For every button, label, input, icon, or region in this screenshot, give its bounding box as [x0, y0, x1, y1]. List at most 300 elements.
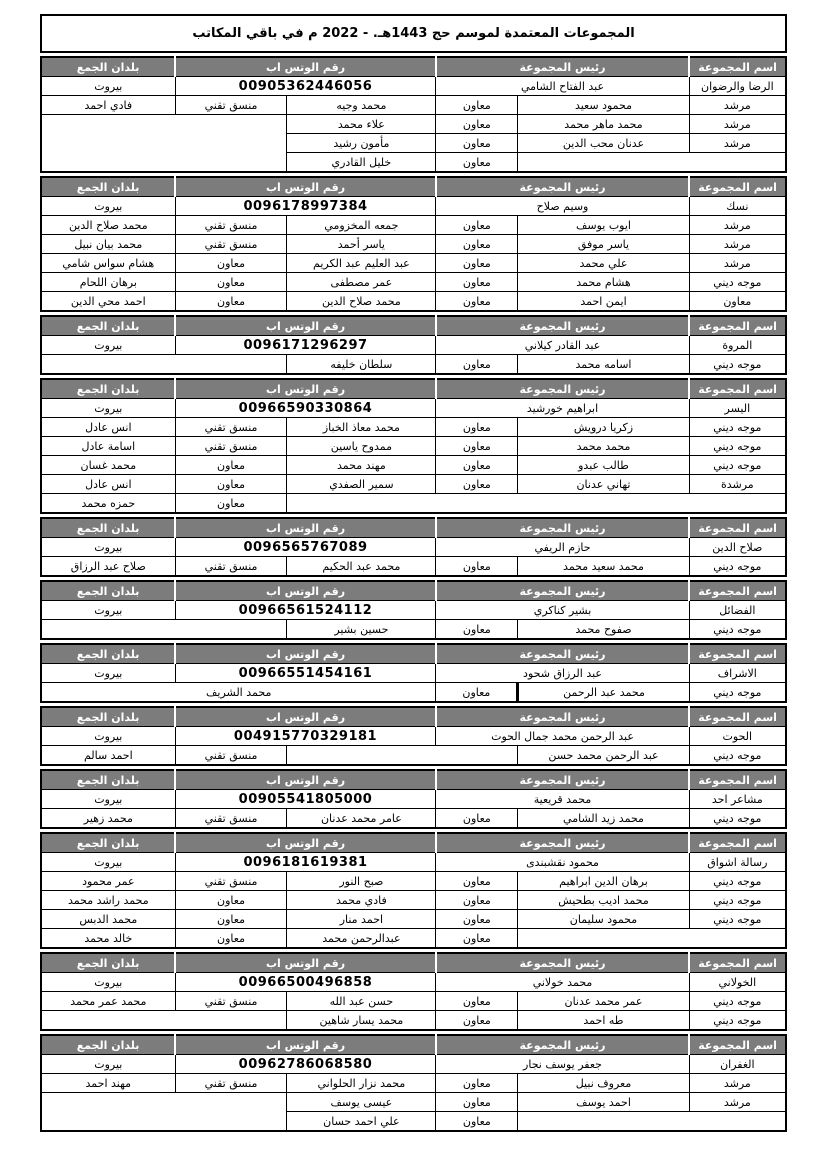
table-row: [41, 910, 786, 929]
leader-cell: محمد خولاني: [436, 973, 689, 992]
column-header-leader: رئيس المجموعة: [436, 770, 689, 790]
group-name-cell: الخولاني: [689, 973, 786, 992]
column-header-leader: رئيس المجموعة: [436, 518, 689, 538]
country-cell: بيروت: [41, 727, 175, 746]
member-cell: طالب عبدو: [518, 456, 689, 475]
country-cell: بيروت: [41, 601, 175, 620]
column-header-leader: رئيس المجموعة: [436, 707, 689, 727]
member-cell: محمد الدبس: [41, 910, 175, 929]
member-cell: محمد نزار الحلواني: [287, 1074, 436, 1093]
member-cell: زكريا درويش: [518, 418, 689, 437]
member-cell: محمد ماهر محمد: [518, 115, 689, 134]
column-header-group-name: اسم المجموعة: [689, 707, 786, 727]
member-cell: محمد زيد الشامي: [518, 809, 689, 829]
member-cell: سمير الصفدي: [287, 475, 436, 494]
column-header-leader: رئيس المجموعة: [436, 57, 689, 77]
member-cell: عبد العليم عبد الكريم: [287, 254, 436, 273]
member-cell: موجه ديني: [689, 620, 786, 640]
member-cell: صبح النور: [287, 872, 436, 891]
group-info-row: [41, 77, 786, 96]
member-cell: معاون: [175, 273, 287, 292]
member-cell: محمد اديب بطحيش: [518, 891, 689, 910]
member-cell: موجه ديني: [689, 809, 786, 829]
empty-cell: [518, 153, 786, 173]
member-cell: معروف نبيل: [518, 1074, 689, 1093]
group-info-row: [41, 664, 786, 683]
table-row: [41, 746, 786, 766]
member-cell: مرشد: [689, 115, 786, 134]
leader-cell: ابراهيم خورشيد: [436, 399, 689, 418]
whatsapp-number-cell: 0096565767089: [175, 538, 436, 557]
whatsapp-number-cell: 00962786068580: [175, 1055, 436, 1074]
member-cell: برهان اللحام: [41, 273, 175, 292]
member-cell: عبدالرحمن محمد: [287, 929, 436, 949]
member-cell: مرشد: [689, 235, 786, 254]
member-cell: احمد يوسف: [518, 1093, 689, 1112]
group-info-row: [41, 973, 786, 992]
group-info-row: [41, 853, 786, 872]
member-cell: محمد معاذ الخباز: [287, 418, 436, 437]
member-cell: عامر محمد عدنان: [287, 809, 436, 829]
table-row: [41, 809, 786, 829]
group-info-row: [41, 197, 786, 216]
column-header-countries: بلدان الجمع: [41, 953, 175, 973]
member-cell: مهند محمد: [287, 456, 436, 475]
group-name-cell: صلاح الدين: [689, 538, 786, 557]
whatsapp-number-cell: 00905362446056: [175, 77, 436, 96]
member-cell: تهاني عدنان: [518, 475, 689, 494]
group-table: [40, 56, 787, 173]
member-cell: علي محمد: [518, 254, 689, 273]
member-cell: منسق تقني: [175, 809, 287, 829]
leader-cell: جعفر يوسف نجار: [436, 1055, 689, 1074]
group-header-row: [41, 644, 786, 664]
group-table: [40, 706, 787, 766]
group-name-cell: الحوت: [689, 727, 786, 746]
country-cell: بيروت: [41, 538, 175, 557]
member-cell: ايوب يوسف: [518, 216, 689, 235]
empty-cell: [287, 746, 518, 766]
country-cell: بيروت: [41, 1055, 175, 1074]
table-row: [41, 235, 786, 254]
column-header-group-name: اسم المجموعة: [689, 953, 786, 973]
member-cell: منسق تقني: [175, 1074, 287, 1093]
member-cell: منسق تقني: [175, 746, 287, 766]
table-row: [41, 494, 786, 514]
member-cell: محمد بيان نبيل: [41, 235, 175, 254]
member-cell: منسق تقني: [175, 235, 287, 254]
column-header-countries: بلدان الجمع: [41, 833, 175, 853]
member-cell: معاون: [436, 235, 518, 254]
member-cell: محمود سليمان: [518, 910, 689, 929]
group-table: [40, 517, 787, 577]
column-header-group-name: اسم المجموعة: [689, 833, 786, 853]
group-info-row: [41, 727, 786, 746]
member-cell: موجه ديني: [689, 992, 786, 1011]
column-header-countries: بلدان الجمع: [41, 770, 175, 790]
column-header-whatsapp: رقم الوتس اب: [175, 177, 436, 197]
member-cell: علاء محمد: [287, 115, 436, 134]
leader-cell: عبد القادر كيلاني: [436, 336, 689, 355]
column-header-whatsapp: رقم الوتس اب: [175, 379, 436, 399]
member-cell: محمود سعيد: [518, 96, 689, 115]
column-header-whatsapp: رقم الوتس اب: [175, 581, 436, 601]
column-header-whatsapp: رقم الوتس اب: [175, 707, 436, 727]
table-row: [41, 456, 786, 475]
member-cell: ياسر موفق: [518, 235, 689, 254]
member-cell: محمد الشريف: [41, 683, 436, 703]
column-header-leader: رئيس المجموعة: [436, 177, 689, 197]
column-header-countries: بلدان الجمع: [41, 581, 175, 601]
page-title: المجموعات المعتمدة لموسم حج 1443هـ. - 2022 م في باقي المكاتب: [40, 14, 787, 53]
column-header-countries: بلدان الجمع: [41, 518, 175, 538]
member-cell: مرشد: [689, 1093, 786, 1112]
whatsapp-number-cell: 00966561524112: [175, 601, 436, 620]
empty-cell: [41, 1093, 287, 1132]
group-name-cell: الاشراف: [689, 664, 786, 683]
member-cell: محمد عبد الحكيم: [287, 557, 436, 577]
member-cell: معاون: [436, 1011, 518, 1031]
member-cell: خالد محمد: [41, 929, 175, 949]
member-cell: خليل القادري: [287, 153, 436, 173]
member-cell: مرشد: [689, 216, 786, 235]
member-cell: موجه ديني: [689, 418, 786, 437]
column-header-whatsapp: رقم الوتس اب: [175, 833, 436, 853]
column-header-leader: رئيس المجموعة: [436, 379, 689, 399]
group-header-row: [41, 57, 786, 77]
group-header-row: [41, 316, 786, 336]
member-cell: مهند احمد: [41, 1074, 175, 1093]
leader-cell: محمد قريعية: [436, 790, 689, 809]
country-cell: بيروت: [41, 664, 175, 683]
whatsapp-number-cell: 004915770329181: [175, 727, 436, 746]
group-name-cell: الغفران: [689, 1055, 786, 1074]
member-cell: معاون: [436, 620, 518, 640]
table-row: [41, 620, 786, 640]
country-cell: بيروت: [41, 336, 175, 355]
member-cell: محمد صلاح الدين: [287, 292, 436, 312]
member-cell: معاون: [436, 273, 518, 292]
column-header-whatsapp: رقم الوتس اب: [175, 518, 436, 538]
member-cell: انس عادل: [41, 418, 175, 437]
table-row: [41, 891, 786, 910]
member-cell: معاون: [436, 1074, 518, 1093]
member-cell: مرشد: [689, 134, 786, 153]
group-name-cell: مشاعر احد: [689, 790, 786, 809]
empty-cell: [518, 1112, 786, 1132]
member-cell: معاون: [436, 1112, 518, 1132]
member-cell: موجه ديني: [689, 557, 786, 577]
table-row: [41, 216, 786, 235]
column-header-leader: رئيس المجموعة: [436, 644, 689, 664]
member-cell: حسين بشير: [287, 620, 436, 640]
group-header-row: [41, 707, 786, 727]
member-cell: ياسر أحمد: [287, 235, 436, 254]
group-header-row: [41, 177, 786, 197]
member-cell: موجه ديني: [689, 683, 786, 703]
table-row: [41, 1093, 786, 1112]
group-name-cell: اليسر: [689, 399, 786, 418]
group-table: [40, 769, 787, 829]
group-header-row: [41, 833, 786, 853]
column-header-group-name: اسم المجموعة: [689, 581, 786, 601]
country-cell: بيروت: [41, 853, 175, 872]
member-cell: معاون: [436, 153, 518, 173]
member-cell: محمد وجيه: [287, 96, 436, 115]
member-cell: اسامة عادل: [41, 437, 175, 456]
column-header-countries: بلدان الجمع: [41, 316, 175, 336]
group-info-row: [41, 601, 786, 620]
column-header-group-name: اسم المجموعة: [689, 177, 786, 197]
table-row: [41, 683, 786, 703]
group-header-row: [41, 770, 786, 790]
member-cell: عمر مصطفى: [287, 273, 436, 292]
table-row: [41, 96, 786, 115]
group-info-row: [41, 336, 786, 355]
group-table: [40, 952, 787, 1031]
member-cell: طه احمد: [518, 1011, 689, 1031]
member-cell: معاون: [436, 1093, 518, 1112]
group-name-cell: الفضائل: [689, 601, 786, 620]
member-cell: مرشد: [689, 254, 786, 273]
document: [40, 14, 787, 1135]
whatsapp-number-cell: 00966551454161: [175, 664, 436, 683]
group-header-row: [41, 581, 786, 601]
member-cell: محمد غسان: [41, 456, 175, 475]
member-cell: مرشدة: [689, 475, 786, 494]
table-row: [41, 355, 786, 375]
column-header-leader: رئيس المجموعة: [436, 581, 689, 601]
table-row: [41, 292, 786, 312]
member-cell: منسق تقني: [175, 96, 287, 115]
member-cell: موجه ديني: [689, 746, 786, 766]
member-cell: معاون: [175, 292, 287, 312]
member-cell: موجه ديني: [689, 891, 786, 910]
member-cell: معاون: [436, 891, 518, 910]
table-row: [41, 418, 786, 437]
country-cell: بيروت: [41, 197, 175, 216]
member-cell: هشام سواس شامي: [41, 254, 175, 273]
country-cell: بيروت: [41, 973, 175, 992]
member-cell: اسامه محمد: [518, 355, 689, 375]
member-cell: محمد سعيد محمد: [518, 557, 689, 577]
member-cell: معاون: [436, 134, 518, 153]
column-header-countries: بلدان الجمع: [41, 1035, 175, 1055]
member-cell: محمد محمد: [518, 437, 689, 456]
table-row: [41, 557, 786, 577]
member-cell: موجه ديني: [689, 273, 786, 292]
leader-cell: محمود نقشبندى: [436, 853, 689, 872]
groups-container: [40, 56, 787, 1132]
member-cell: احمد محي الدين: [41, 292, 175, 312]
group-table: [40, 580, 787, 640]
table-row: [41, 1074, 786, 1093]
member-cell: محمد صلاح الدين: [41, 216, 175, 235]
column-header-leader: رئيس المجموعة: [436, 1035, 689, 1055]
column-header-group-name: اسم المجموعة: [689, 316, 786, 336]
group-table: [40, 1034, 787, 1132]
member-cell: علي احمد حسان: [287, 1112, 436, 1132]
member-cell: ممدوح ياسين: [287, 437, 436, 456]
column-header-group-name: اسم المجموعة: [689, 57, 786, 77]
member-cell: معاون: [436, 96, 518, 115]
member-cell: معاون: [436, 115, 518, 134]
member-cell: معاون: [175, 891, 287, 910]
country-cell: بيروت: [41, 790, 175, 809]
whatsapp-number-cell: 0096171296297: [175, 336, 436, 355]
member-cell: محمد راشد محمد: [41, 891, 175, 910]
member-cell: معاون: [175, 494, 287, 514]
member-cell: معاون: [436, 872, 518, 891]
group-table: [40, 643, 787, 703]
member-cell: منسق تقني: [175, 872, 287, 891]
column-header-group-name: اسم المجموعة: [689, 1035, 786, 1055]
group-info-row: [41, 790, 786, 809]
member-cell: معاون: [436, 809, 518, 829]
column-header-group-name: اسم المجموعة: [689, 379, 786, 399]
member-cell: معاون: [175, 475, 287, 494]
member-cell: موجه ديني: [689, 456, 786, 475]
column-header-group-name: اسم المجموعة: [689, 770, 786, 790]
member-cell: عيسى يوسف: [287, 1093, 436, 1112]
member-cell: مأمون رشيد: [287, 134, 436, 153]
group-header-row: [41, 518, 786, 538]
member-cell: موجه ديني: [689, 872, 786, 891]
member-cell: منسق تقني: [175, 992, 287, 1011]
member-cell: موجه ديني: [689, 437, 786, 456]
group-info-row: [41, 1055, 786, 1074]
member-cell: منسق تقني: [175, 437, 287, 456]
member-cell: معاون: [436, 557, 518, 577]
member-cell: معاون: [436, 216, 518, 235]
empty-cell: [518, 929, 786, 949]
column-header-countries: بلدان الجمع: [41, 57, 175, 77]
column-header-countries: بلدان الجمع: [41, 177, 175, 197]
group-name-cell: الرضا والرضوان: [689, 77, 786, 96]
column-header-whatsapp: رقم الوتس اب: [175, 1035, 436, 1055]
member-cell: محمد يسار شاهين: [287, 1011, 436, 1031]
column-header-group-name: اسم المجموعة: [689, 518, 786, 538]
leader-cell: عبد الرحمن محمد جمال الحوت: [436, 727, 689, 746]
group-header-row: [41, 379, 786, 399]
column-header-leader: رئيس المجموعة: [436, 833, 689, 853]
member-cell: معاون: [436, 437, 518, 456]
member-cell: فادي احمد: [41, 96, 175, 115]
table-row: [41, 872, 786, 891]
whatsapp-number-cell: 0096178997384: [175, 197, 436, 216]
leader-cell: عبد الفتاح الشامي: [436, 77, 689, 96]
member-cell: عمر محمد عدنان: [518, 992, 689, 1011]
group-header-row: [41, 953, 786, 973]
member-cell: معاون: [436, 254, 518, 273]
member-cell: موجه ديني: [689, 1011, 786, 1031]
member-cell: احمد سالم: [41, 746, 175, 766]
empty-cell: [41, 620, 287, 640]
member-cell: موجه ديني: [689, 910, 786, 929]
member-cell: معاون: [175, 254, 287, 273]
country-cell: بيروت: [41, 399, 175, 418]
group-table: [40, 176, 787, 312]
group-name-cell: نسك: [689, 197, 786, 216]
member-cell: محمد زهير: [41, 809, 175, 829]
empty-cell: [41, 1011, 287, 1031]
member-cell: محمد عبد الرحمن: [518, 683, 689, 703]
country-cell: بيروت: [41, 77, 175, 96]
member-cell: انس عادل: [41, 475, 175, 494]
member-cell: ايمن احمد: [518, 292, 689, 312]
group-name-cell: رسالة اشواق: [689, 853, 786, 872]
table-row: [41, 475, 786, 494]
group-name-cell: المروة: [689, 336, 786, 355]
group-header-row: [41, 1035, 786, 1055]
member-cell: معاون: [436, 475, 518, 494]
group-info-row: [41, 399, 786, 418]
member-cell: مرشد: [689, 1074, 786, 1093]
member-cell: برهان الدين ابراهيم: [518, 872, 689, 891]
member-cell: عدنان محب الدين: [518, 134, 689, 153]
column-header-whatsapp: رقم الوتس اب: [175, 953, 436, 973]
member-cell: حمزه محمد: [41, 494, 175, 514]
member-cell: معاون: [436, 355, 518, 375]
table-row: [41, 992, 786, 1011]
member-cell: مرشد: [689, 96, 786, 115]
member-cell: صفوح محمد: [518, 620, 689, 640]
member-cell: جمعه المخزومي: [287, 216, 436, 235]
empty-cell: [41, 115, 287, 173]
group-table: [40, 315, 787, 375]
table-row: [41, 1011, 786, 1031]
member-cell: معاون: [175, 929, 287, 949]
member-cell: معاون: [175, 910, 287, 929]
member-cell: سلطان خليفه: [287, 355, 436, 375]
member-cell: معاون: [436, 910, 518, 929]
member-cell: معاون: [436, 418, 518, 437]
column-header-whatsapp: رقم الوتس اب: [175, 770, 436, 790]
member-cell: معاون: [436, 292, 518, 312]
leader-cell: حازم الريفي: [436, 538, 689, 557]
column-header-leader: رئيس المجموعة: [436, 316, 689, 336]
column-header-whatsapp: رقم الوتس اب: [175, 316, 436, 336]
whatsapp-number-cell: 00966590330864: [175, 399, 436, 418]
group-table: [40, 832, 787, 949]
empty-cell: [287, 494, 786, 514]
leader-cell: بشير كناكري: [436, 601, 689, 620]
member-cell: معاون: [436, 683, 518, 703]
member-cell: فادي محمد: [287, 891, 436, 910]
table-row: [41, 254, 786, 273]
member-cell: محمد عمر محمد: [41, 992, 175, 1011]
member-cell: عبد الرحمن محمد حسن: [518, 746, 689, 766]
table-row: [41, 115, 786, 134]
member-cell: معاون: [175, 456, 287, 475]
column-header-whatsapp: رقم الوتس اب: [175, 57, 436, 77]
table-row: [41, 929, 786, 949]
column-header-countries: بلدان الجمع: [41, 379, 175, 399]
member-cell: منسق تقني: [175, 557, 287, 577]
member-cell: هشام محمد: [518, 273, 689, 292]
group-info-row: [41, 538, 786, 557]
member-cell: احمد منار: [287, 910, 436, 929]
leader-cell: وسيم صلاح: [436, 197, 689, 216]
member-cell: معاون: [436, 456, 518, 475]
whatsapp-number-cell: 00966500496858: [175, 973, 436, 992]
member-cell: منسق تقني: [175, 216, 287, 235]
member-cell: منسق تقني: [175, 418, 287, 437]
table-row: [41, 273, 786, 292]
group-table: [40, 378, 787, 514]
member-cell: معاون: [436, 992, 518, 1011]
whatsapp-number-cell: 0096181619381: [175, 853, 436, 872]
